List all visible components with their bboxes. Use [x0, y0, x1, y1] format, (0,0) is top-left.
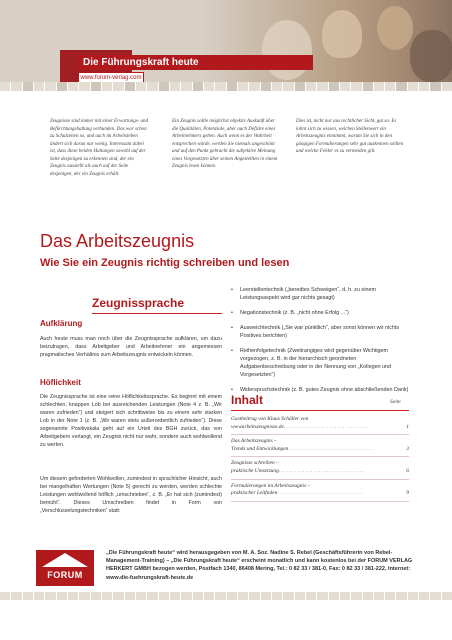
list-item: • Negationstechnik (z. B. „nicht ohne Erfolg ...“): [231, 309, 409, 317]
publisher-url[interactable]: www.forum-verlag.com: [78, 72, 144, 82]
toc-entry-page: 3: [406, 445, 409, 452]
intro-column-3: Dies ist, nicht nur aus rechtlicher Sicht, gut so. Es lohnt sich zu wissen, welchen Stellenwert ein Arbeitszeugnis einnimmt, warum Sie sich in den gängigen Formulierungen sehr gut auskennen sollten und welche Fehler es zu vermeiden gilt.: [296, 119, 404, 154]
intro-column-2: Ein Zeugnis sollte möglichst objektiv Auskunft über die Qualitäten, Potenziale, aber auch Defizite eines Arbeitnehmers geben. Auch wenn es der Wahrheit entsprechen würde, werden Sie niemals ungeschönt und auf den Punkt gebracht die subjektive Meinung eines Vorgesetzten über seinen Angestellten in einem Zeugnis lesen können.: [172, 119, 278, 169]
subhead-hoeflichkeit: Höflichkeit: [40, 378, 81, 387]
toc-entry-line1: Gastbeitrag von Klaus Schäller von: [231, 416, 309, 422]
toc-entry-line2: praktische Umsetzung: [231, 467, 279, 474]
toc-entry-line2: praktischer Leitfaden: [231, 490, 278, 497]
toc-entry-line1: Zeugnisse schreiben –: [231, 460, 279, 467]
footer-tile-strip: [0, 592, 452, 600]
roof-icon: [42, 553, 88, 567]
toc-entry-line1: Das Arbeitszeugnis –: [231, 438, 277, 445]
forum-logo: [36, 550, 94, 586]
toc-entry-page: 9: [406, 490, 409, 497]
logo-wordmark: FORUM: [47, 570, 83, 580]
toc-entry-line1: Formulierungen im Arbeitszeugnis –: [231, 482, 311, 489]
article-subtitle: Wie Sie ein Zeugnis richtig schreiben und lesen: [40, 257, 290, 269]
toc-entry-page: 6: [406, 467, 409, 474]
list-item: • Leerstellentechnik („beredtes Schweigen“, d. h. zu einem Leistungsaspekt wird gar nichts gesagt): [231, 286, 409, 302]
toc-entry[interactable]: Gastbeitrag von Klaus Schäller von wwwarbeitszeugnisse.de . . . . . . . . . . . . . . . . . . . . . . . . . . . . . . . . 1: [231, 413, 409, 435]
toc-entry[interactable]: Zeugnisse schreiben – praktische Umsetzung . . . . . . . . . . . . . . . . . . . . . . . . . . . . . . . . 6: [231, 457, 409, 479]
list-item: • Widerspruchstechnik (z. B. gutes Zeugnis ohne abschließenden Dank): [231, 386, 409, 394]
toc-entry[interactable]: Das Arbeitszeugnis – Trends und Entwicklungen . . . . . . . . . . . . . . . . . . . . . . . . . . . . . . . . 3: [231, 435, 409, 457]
intro-column-1: Zeugnisse sind immer mit einer Erwartungs- und Befürchtungshaltung verbunden. Das war schon zu Schulzeiten so, und auch im Arbeitsleben ändert sich daran nur wenig. Interessant dabei ist, dass diese beiden Haltungen sowohl auf der Seite desjenigen zu erkennen sind, der ein Zeugnis ausstellt als auch auf der Seite desjenigen, der ein Zeugnis erhält.: [50, 119, 149, 177]
paragraph-aufklaerung: Auch heute muss man noch über die Zeugnissprache aufklären, um dazu beizutragen, dass Arbeitgeber und Arbeitnehmer ein angemessen pragmatisches Verhältnis zum Arbeitszeugnis entwickeln können.: [40, 336, 222, 358]
toc-title: Inhalt: [231, 393, 263, 407]
imprint-text: „Die Führungskraft heute“ wird herausgegeben von M. A. Soz. Nadine S. Rebel (Geschäftsführerin von Rebel-Management-Training) – „Die Führungskraft heute“ erscheint monatlich und kann kostenlos bei der FORUM VERLAG HERKERT GMBH bezogen werden, Postfach 1340, 86408 Mering, Tel.: 0 82 33 / 381-0, Fax: 0 82 33 / 381-222, Internet: www.die-fuehrungskraft-heute.de: [106, 550, 413, 581]
header-banner: [0, 0, 452, 82]
footer: [0, 540, 452, 600]
toc-page-label: Seite: [390, 399, 401, 405]
header-tile-strip: [0, 82, 452, 91]
toc-entry-page: 1: [406, 423, 409, 430]
paragraph-hoeflichkeit-1: Die Zeugnissprache ist eine reine Höflichkeitssprache. Es beginnt mit einem schlechten, knappen Lob bei ausreichenden Leistungen (Note 4 z. B. „Wir waren zufrieden“) und steigert sich schrittweise bis zu einem sehr starken Lob in der Note 1 (z. B. „Wir waren stets außerordentlich zufrieden“). Diese sogenannte Positivskala geht auf ein Urteil des BGH zurück, das von Arbeitgebern verlangt, ein Zeugnis nicht nur wahr, sondern auch wohlwollend zu werten.: [40, 394, 222, 448]
subhead-aufklaerung: Aufklärung: [40, 319, 83, 328]
toc-divider: [231, 410, 409, 411]
section-title: Zeugnissprache: [92, 296, 185, 310]
article-title: Das Arbeitszeugnis: [40, 231, 195, 251]
toc-entry[interactable]: Formulierungen im Arbeitszeugnis – praktischer Leitfaden . . . . . . . . . . . . . . . . . . . . . . . . . . . . . . . . 9: [231, 480, 409, 502]
technique-list: [231, 286, 409, 401]
paragraph-hoeflichkeit-2: Um diesem geforderten Wohlwollen, zumindest in sprachlicher Hinsicht, auch bei mangelhaften Wertungen (Note 5) gerecht zu werden, werden schlechte Leistungen wohlwollend höflich „umschrieben“, z. B. „Er hat sich (zumindest) bemüht“. Dieses Umschreiben findet in Form von „Verschlüsselungstechniken“ statt:: [40, 476, 222, 514]
list-item: • Ausweichtechnik („Sie war pünktlich“, aber sonst können wir nichts Positives berichten): [231, 324, 409, 340]
table-of-contents: [231, 413, 409, 502]
newsletter-title: Die Führungskraft heute: [78, 55, 313, 70]
section-divider: [92, 313, 222, 314]
list-item: • Reihenfolgetechnik (Zweitrangiges wird gegenüber Wichtigem vorgezogen, z. B. in der hierarchisch geordneten Aufgabenbeschreibung oder in der Nennung von „Kollegen und Vorgesetzten“): [231, 347, 409, 379]
toc-entry-line2: Trends und Entwicklungen: [231, 445, 289, 452]
toc-entry-line2: wwwarbeitszeugnisse.de: [231, 423, 284, 430]
